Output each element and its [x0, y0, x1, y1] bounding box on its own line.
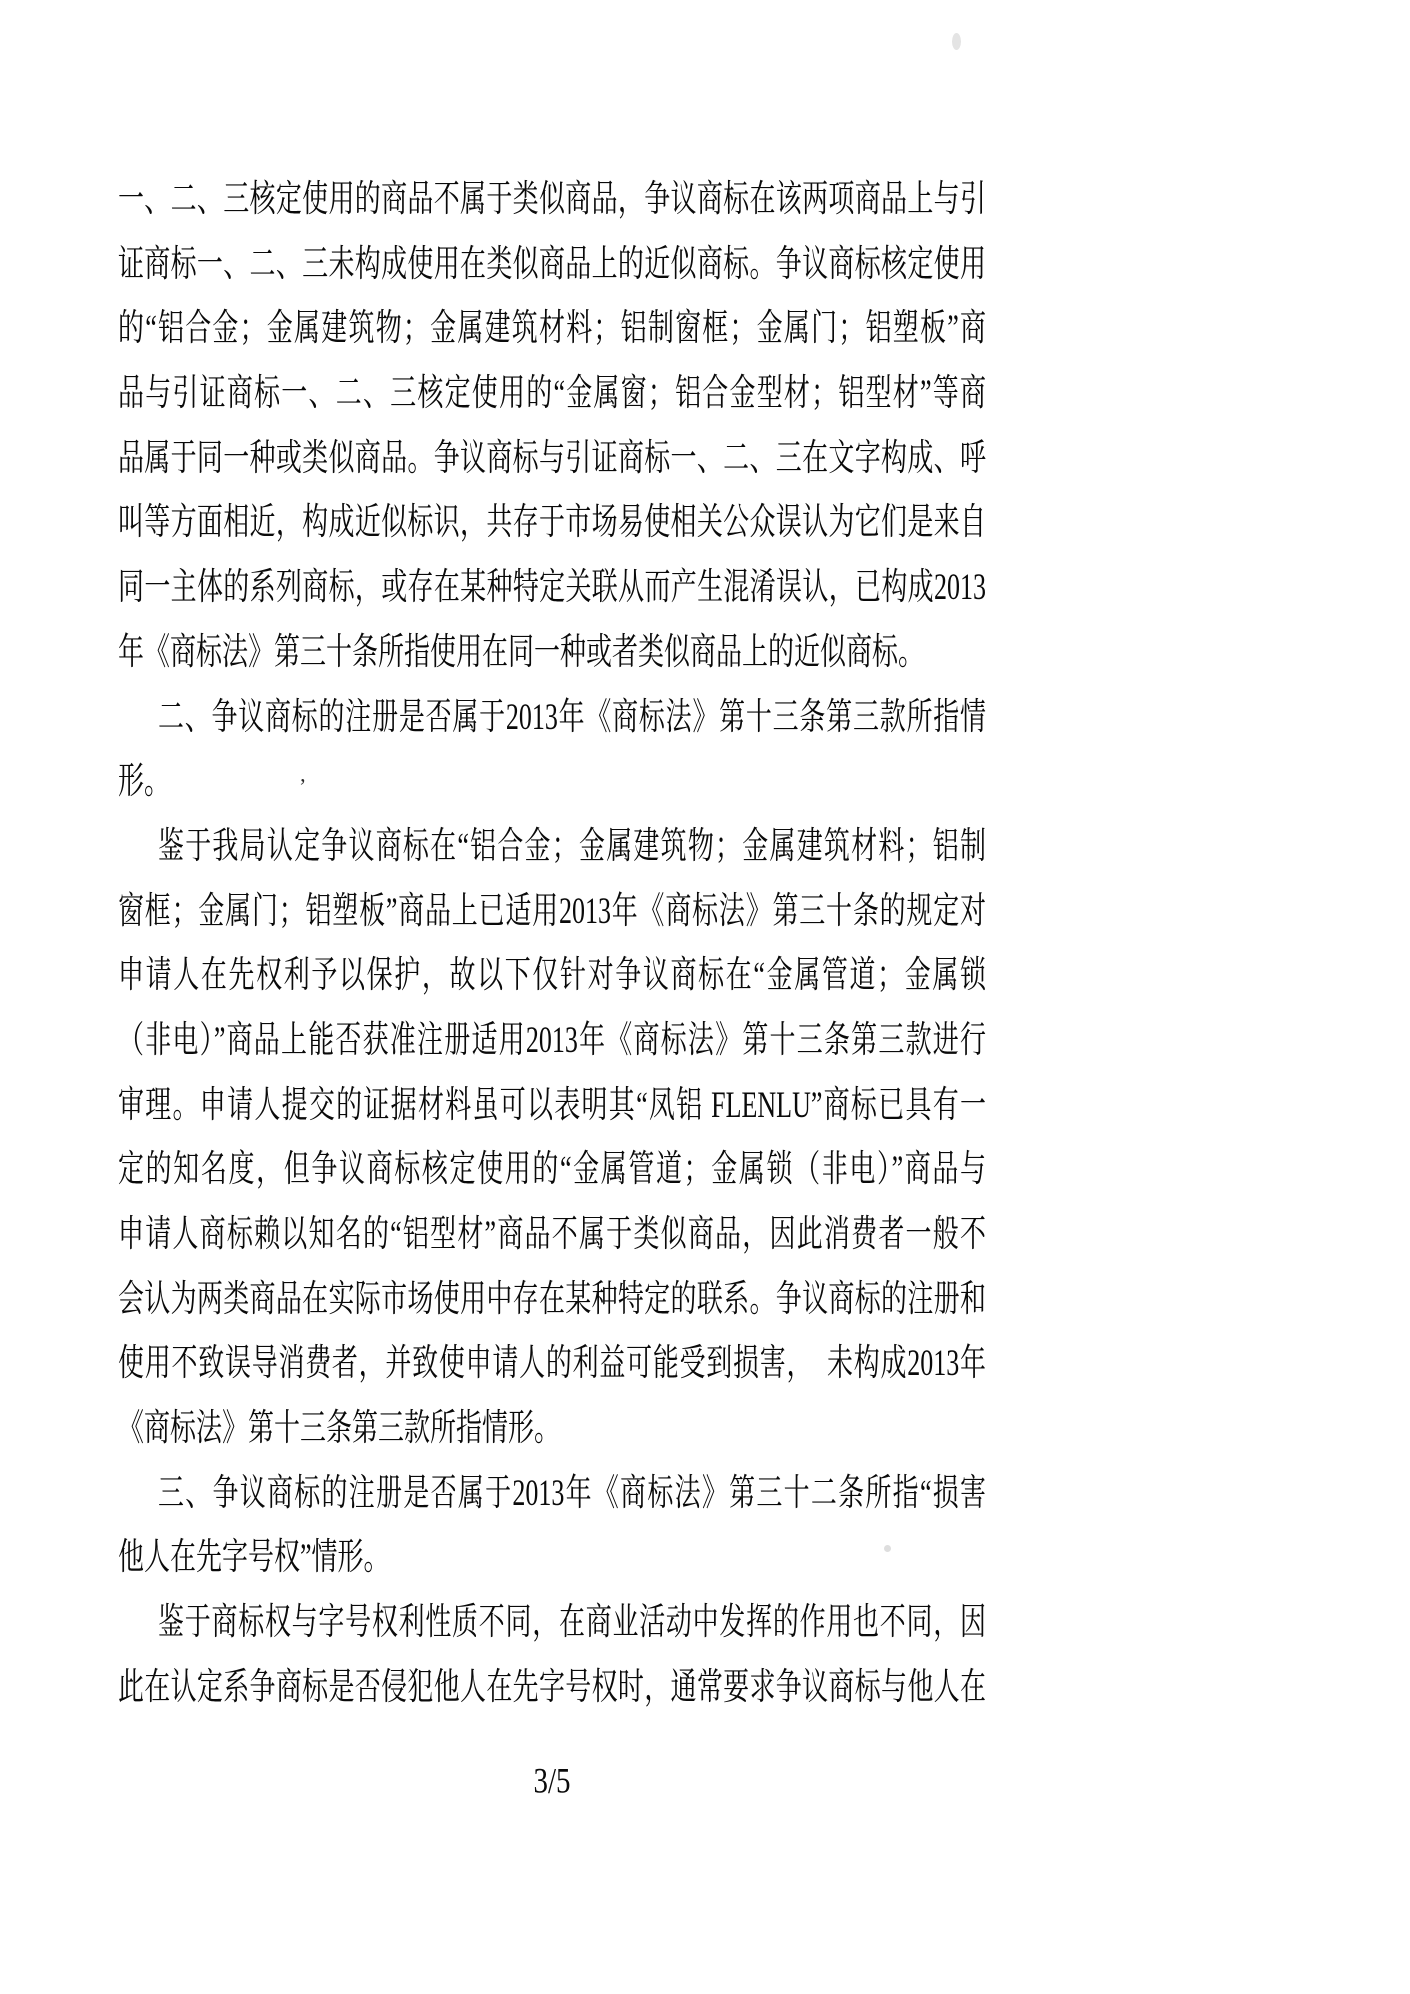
text-line: 证商标一、二、三未构成使用在类似商品上的近似商标。争议商标核定使用	[118, 243, 986, 285]
scan-artifact-speck	[952, 33, 961, 50]
text-line: 审理。申请人提交的证据材料虽可以表明其“凤铝 FLENLU”商标已具有一	[118, 1084, 986, 1126]
text-line: 使用不致误导消费者，并致使申请人的利益可能受到损害， 未构成2013年	[118, 1342, 986, 1385]
text-line: 同一主体的系列商标，或存在某种特定关联从而产生混淆误认，已构成2013	[118, 566, 986, 608]
text-line: 的“铝合金；金属建筑物；金属建筑材料；铝制窗框；金属门；铝塑板”商	[118, 307, 986, 350]
text-line: 此在认定系争商标是否侵犯他人在先字号权时，通常要求争议商标与他人在	[118, 1666, 986, 1708]
text-line: 会认为两类商品在实际市场使用中存在某种特定的联系。争议商标的注册和	[118, 1278, 986, 1320]
page-number: 3/5	[533, 1761, 571, 1801]
text-line: 鉴于我局认定争议商标在“铝合金；金属建筑物；金属建筑材料；铝制	[158, 825, 986, 867]
text-line: 叫等方面相近，构成近似标识，共存于市场易使相关公众误认为它们是来自	[118, 501, 986, 544]
text-line: 窗框；金属门；铝塑板”商品上已适用2013年《商标法》第三十条的规定对	[118, 890, 986, 932]
text-line: 形。	[118, 760, 171, 802]
text-line: 品属于同一种或类似商品。争议商标与引证商标一、二、三在文字构成、呼	[118, 437, 986, 479]
text-line: 定的知名度，但争议商标核定使用的“金属管道；金属锁（非电）”商品与	[118, 1148, 986, 1191]
text-line: 品与引证商标一、二、三核定使用的“金属窗；铝合金型材；铝型材”等商	[118, 372, 986, 414]
text-line: 申请人在先权利予以保护，故以下仅针对争议商标在“金属管道；金属锁	[118, 954, 986, 996]
text-line: 鉴于商标权与字号权利性质不同，在商业活动中发挥的作用也不同，因	[158, 1601, 986, 1643]
text-line: 年《商标法》第三十条所指使用在同一种或者类似商品上的近似商标。	[118, 631, 925, 673]
text-line-section-heading: 二、争议商标的注册是否属于2013年《商标法》第十三条第三款所指情	[158, 696, 986, 738]
text-line: （非电）”商品上能否获准注册适用2013年《商标法》第十三条第三款进行	[118, 1019, 986, 1061]
document-body	[118, 168, 986, 1721]
scan-artifact-stray-mark: ʼ	[299, 774, 307, 799]
text-line: 申请人商标赖以知名的“铝型材”商品不属于类似商品，因此消费者一般不	[118, 1213, 986, 1255]
text-line: 一、二、三核定使用的商品不属于类似商品，争议商标在该两项商品上与引	[118, 178, 986, 220]
text-line: 他人在先字号权”情形。	[118, 1536, 390, 1579]
text-line-section-heading: 三、争议商标的注册是否属于2013年《商标法》第三十二条所指“损害	[158, 1472, 986, 1514]
text-line: 《商标法》第十三条第三款所指情形。	[118, 1407, 561, 1449]
